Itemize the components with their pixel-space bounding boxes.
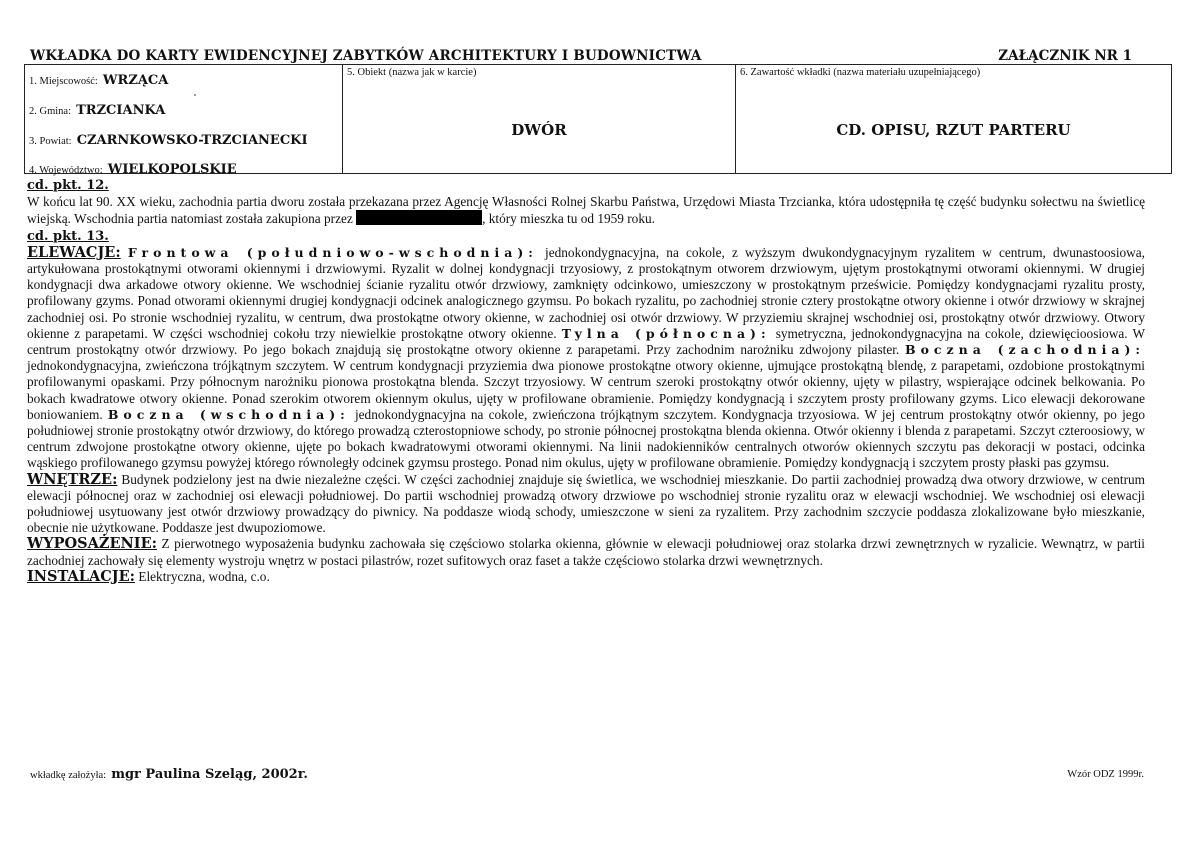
rear-elevation-label: Tylna (północna): <box>561 325 771 341</box>
commune-label: 2. Gmina: <box>29 106 71 117</box>
interior-paragraph <box>27 472 1145 537</box>
commune-field <box>29 99 165 118</box>
section-12 <box>27 177 1145 228</box>
object-label: 5. Obiekt (nazwa jak w karcie) <box>347 67 477 78</box>
voivodeship-value: WIELKOPOLSKIE <box>107 162 237 177</box>
east-elevation-text: jednokondygnacyjna na cokole, zwieńczona trójkątnym szczytem. Kondygnacja trzyosiowa. W jej centrum prostokątny otwór okienny, po jego południowej stronie prostokątny otwór drzwiowy, do którego prowadzą czterostopniowe schody, po stronie północnej prostokątna blenda okienna. Otwór okienny i blenda z parapetami. Szczyt czteroosiowy, w centrum zdwojone prostokątne otwory okienne, ujęte po bokach kwadratowymi otworami okiennymi. Na linii nadokienników centralnych otworów okiennych szczytu pas dekoracji w postaci, odcinka wąskiego profilowanego gzymsu powyżej którego równoległy odcinek gzymsu prostego. Ponad nim okulus, ujęty w profilowane obramienie. Pomiędzy kondygnacją i szczytem prosty płaski pas gzymsu. <box>27 406 1145 471</box>
front-elevation-text: jednokondygnacyjna, na cokole, z wyższym dwukondygnacyjnym ryzalitem w centrum, dwunastoosiowa, artykułowana prostokątnymi otworami okiennymi i drzwiowymi. Ryzalit w dolnej kondygnacji trzyosiowy, z prostokątnym otworem drzwiowym, ujętym prostokątnymi otworami okiennymi. W drugiej kondygnacji dwa arkadowe otwory okienne. We wschodniej ścianie ryzalitu otwór drzwiowy, zamknięty odcinkowo, umieszczony w prostokątnym prześwicie. Pomiędzy kondygnacjami ryzalitu prosty, profilowany gzyms. Ponad otworami okiennymi drugiej kondygnacji odcinek analogicznego gzymsu. Po bokach ryzalitu, po zachodniej stronie cztery prostokątne otwory okienne i otwór drzwiowy w skrajnej zachodniej osi. Po stronie wschodniej ryzalitu, w centrum, dwa prostokątne otwory okienne, w zachodniej osi otwór drzwiowy. W przyziemiu skrajnej wschodniej osi, prostokątny otwór drzwiowy. Otwory okienne z parapetami. W części wschodniej cokołu trzy niewielkie prostokątne otwory okienne. <box>27 244 1145 341</box>
section-12-text-after: , który mieszka tu od 1959 roku. <box>482 211 655 227</box>
template-version: Wzór ODZ 1999r. <box>1067 769 1144 780</box>
author-value: mgr Paulina Szeląg, 2002r. <box>111 767 308 782</box>
furnishing-text: Z pierwotnego wyposażenia budynku zachowała się częściowo stolarka okienna, głównie w elewacji południowej oraz stolarka drzwi zewnętrznych w ryzalicie. Wewnątrz, w partii zachodniej zachowały się elementy wystroju wnętrz w postaci pilastrów, rozet sufitowych oraz faset a także częściowo stolarka drzwi wewnętrznych. <box>27 536 1145 568</box>
redacted-name-block <box>356 210 482 225</box>
place-field <box>29 69 168 88</box>
county-value: CZARNKOWSKO-TRZCIANECKI <box>76 133 308 148</box>
elevations-heading: ELEWACJE: <box>27 243 121 261</box>
section-13 <box>27 228 1145 472</box>
installations-text: Elektryczna, wodna, c.o. <box>135 568 270 584</box>
location-cell <box>25 65 343 177</box>
description-body <box>27 177 1145 585</box>
interior-text: Budynek podzielony jest na dwie niezależne części. W części zachodniej znajduje się świetlica, we wschodniej mieszkanie. Do partii zachodniej prowadzą dwa otwory drzwiowe, w centrum elewacji północnej oraz w zachodniej osi elewacji południowej. Do partii wschodniej prowadzą otwory drzwiowe po wschodniej stronie ryzalitu oraz w elewacji wschodniej. We wschodniej osi elewacji południowej usytuowany jest otwór drzwiowy prowadzący do piwnicy. Na poddasze wiodą schody, umieszczone w sieni za ryzalitem. Przy zachodnim szczycie poddasza zlokalizowane było mieszkanie, obecnie nie użytkowane. Poddasze jest dwupoziomowe. <box>27 471 1145 536</box>
voivodeship-field <box>29 158 237 177</box>
installations-heading: INSTALACJE: <box>27 567 136 585</box>
place-label: 1. Miejscowość: <box>29 76 98 87</box>
voivodeship-label: 4. Województwo: <box>29 165 103 176</box>
document-title: WKŁADKA DO KARTY EWIDENCYJNEJ ZABYTKÓW ARCHITEKTURY I BUDOWNICTWA <box>30 48 702 64</box>
west-elevation-text: jednokondygnacyjna, zwieńczona trójkątnym szczytem. W centrum kondygnacji przyziemia dwa pionowe prostokątne otwory okienne, ujmujące prostokątną blendę, z parapetami, ozdobione prostokątnymi profilowanymi opaskami. Przy północnym narożniku pionowa prostokątna blenda. Szczyt trzyosiowy. W centrum szeroki prostokątny otwór okienny, ujęty w pilastry, wspierające odcinek belkowania. Po bokach kwadratowe otwory okienne. Ponad szerokim otworem okiennym okulus, ujęty w profilowane obramienie. Pomiędzy kondygnacją i szczytem prosty profilowany gzyms. Lico elewacji dekorowane boniowaniem. <box>27 358 1145 422</box>
furnishing-paragraph <box>27 536 1145 568</box>
contents-value: CD. OPISU, RZUT PARTERU <box>836 121 1071 139</box>
contents-label: 6. Zawartość wkładki (nazwa materiału uzupełniającego) <box>740 67 981 78</box>
county-label: 3. Powiat: <box>29 136 72 147</box>
paper-speck <box>194 94 196 96</box>
rear-elevation-text: symetryczna, jednokondygnacyjna na cokole, dziewięcioosiowa. W centrum prostokątny otwór drzwiowy. Po jego bokach znajdują się prostokątne otwory okienne z parapetami. Przy zachodnim narożniku zdwojony pilaster. <box>27 325 1146 358</box>
annex-number: ZAŁĄCZNIK NR 1 <box>998 48 1132 64</box>
header-table <box>24 64 1172 177</box>
author-line <box>30 763 308 782</box>
west-elevation-label: Boczna (zachodnia): <box>905 342 1145 358</box>
section-12-heading: cd. pkt. 12. <box>27 178 109 193</box>
interior-heading: WNĘTRZE: <box>27 470 118 488</box>
place-value: WRZĄCA <box>102 73 169 88</box>
object-cell <box>343 65 736 173</box>
contents-cell <box>736 65 1171 173</box>
furnishing-heading: WYPOSAŻENIE: <box>27 535 157 553</box>
east-elevation-label: Boczna (wschodnia): <box>107 406 350 422</box>
author-label: wkładkę założyła: <box>30 770 107 781</box>
installations-paragraph <box>27 569 1145 585</box>
section-13-heading: cd. pkt. 13. <box>27 228 109 244</box>
object-value: DWÓR <box>511 121 567 139</box>
commune-value: TRZCIANKA <box>76 103 166 118</box>
county-field <box>29 129 308 148</box>
front-elevation-label: Frontowa (południowo-wschodnia): <box>127 244 538 260</box>
section-12-text-before: W końcu lat 90. XX wieku, zachodnia partia dworu została przekazana przez Agencję Własności Rolnej Skarbu Państwa, Urzędowi Miasta Trzcianka, która udostępniła tę część budynku sołectwu na świetlicę wiejską. Wschodnia partia natomiast została zakupiona przez <box>27 194 1145 227</box>
